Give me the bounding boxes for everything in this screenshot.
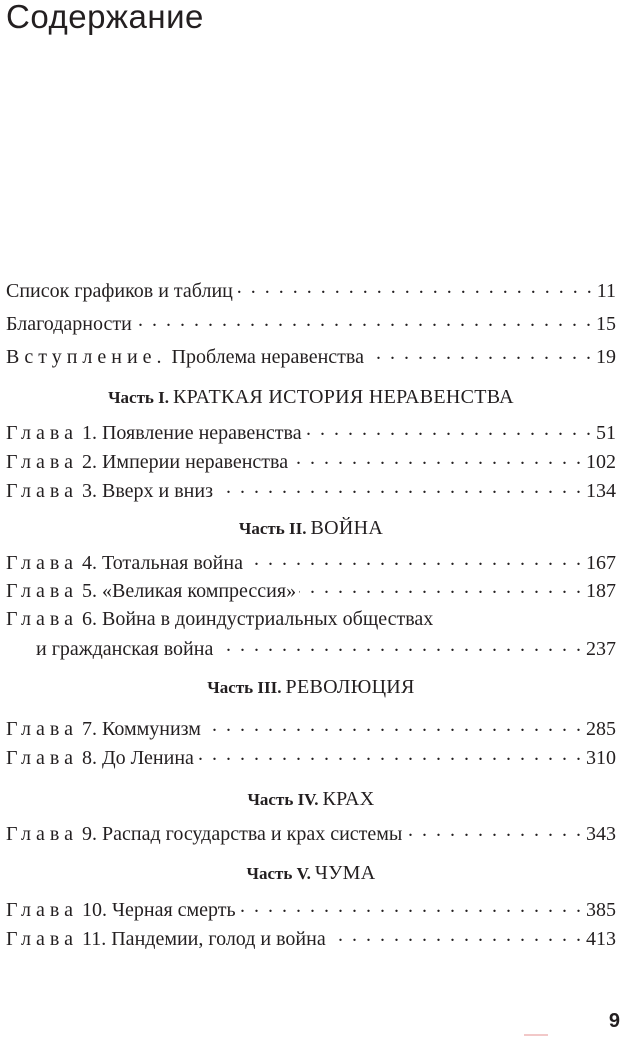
entry-kind: Глава <box>6 899 78 921</box>
part-number: Часть IV. <box>247 790 319 809</box>
entry-page: 187 <box>586 580 616 602</box>
dot-leader <box>216 477 583 497</box>
entry-kind: Глава <box>6 422 78 444</box>
toc-entry-chapter-5[interactable] <box>6 577 616 603</box>
entry-kind: Вступление. <box>6 346 167 368</box>
page-title: Содержание <box>6 0 204 35</box>
entry-kind: Глава <box>6 608 78 630</box>
part-name: ЧУМА <box>314 862 376 884</box>
entry-label: Благодарности <box>6 313 132 335</box>
dot-leader <box>246 549 583 569</box>
entry-page: 385 <box>586 899 616 921</box>
entry-page: 310 <box>586 747 616 769</box>
entry-label: 3. Вверх и вниз <box>81 480 213 502</box>
entry-page: 343 <box>586 823 616 845</box>
entry-page: 413 <box>586 928 616 950</box>
entry-label: 9. Распад государства и крах системы <box>81 823 403 845</box>
toc-entry-chapter-1[interactable] <box>6 419 616 445</box>
toc-entry-chapter-6-first-line[interactable] <box>6 606 616 632</box>
entry-page: 134 <box>586 480 616 502</box>
entry-label: 11. Пандемии, голод и война <box>81 928 326 950</box>
dot-leader <box>204 715 583 735</box>
toc-entry-chapter-3[interactable] <box>6 477 616 503</box>
entry-label: 4. Тотальная война <box>81 552 243 574</box>
entry-kind: Глава <box>6 451 78 473</box>
toc-entry-acknowledgements[interactable] <box>6 310 616 336</box>
entry-kind: Глава <box>6 747 78 769</box>
entry-label: 8. До Ленина <box>81 747 194 769</box>
entry-page: 19 <box>596 346 616 368</box>
toc-entry-chapter-8[interactable] <box>6 744 616 770</box>
part-heading-2 <box>6 515 616 541</box>
part-number: Часть III. <box>207 678 282 697</box>
entry-page: 102 <box>586 451 616 473</box>
part-name: КРАТКАЯ ИСТОРИЯ НЕРАВЕНСТВА <box>173 386 514 408</box>
toc-entry-chapter-4[interactable] <box>6 549 616 575</box>
table-of-contents <box>6 0 616 1040</box>
entry-page: 285 <box>586 718 616 740</box>
part-name: КРАХ <box>322 788 375 810</box>
dot-leader <box>329 925 583 945</box>
entry-label: 10. Черная смерть <box>81 899 236 921</box>
entry-page: 51 <box>596 422 616 444</box>
entry-kind: Глава <box>6 718 78 740</box>
entry-page: 15 <box>596 313 616 335</box>
entry-page: 237 <box>586 638 616 660</box>
entry-kind: Глава <box>6 552 78 574</box>
toc-entry-chapter-6-second-line[interactable] <box>36 635 616 661</box>
part-heading-5 <box>6 860 616 886</box>
entry-kind: Глава <box>6 823 78 845</box>
dot-leader <box>197 744 583 764</box>
part-heading-1 <box>6 384 616 410</box>
dot-leader <box>216 635 583 655</box>
entry-page: 167 <box>586 552 616 574</box>
dot-leader <box>367 343 593 363</box>
entry-label: 1. Появление неравенства <box>81 422 302 444</box>
toc-entry-chapter-9[interactable] <box>6 820 616 846</box>
dot-leader <box>239 896 583 916</box>
dot-leader <box>236 277 594 297</box>
print-mark <box>524 1034 548 1036</box>
entry-label: Проблема неравенства <box>171 346 364 368</box>
part-number: Часть II. <box>238 519 307 538</box>
part-name: ВОЙНА <box>310 517 384 539</box>
dot-leader <box>299 577 583 597</box>
entry-kind: Глава <box>6 928 78 950</box>
entry-label: 2. Империи неравенства <box>81 451 289 473</box>
entry-label: 5. «Великая компрессия» <box>81 580 297 602</box>
dot-leader <box>135 310 593 330</box>
entry-label: Список графиков и таблиц <box>6 280 233 302</box>
part-heading-3 <box>6 674 616 700</box>
part-number: Часть V. <box>246 864 311 883</box>
part-heading-4 <box>6 786 616 812</box>
toc-entry-chapter-7[interactable] <box>6 715 616 741</box>
entry-continuation: и гражданская война <box>36 638 214 660</box>
toc-entry-chapter-2[interactable] <box>6 448 616 474</box>
entry-kind: Глава <box>6 580 78 602</box>
part-number: Часть I. <box>108 388 170 407</box>
toc-entry-chapter-10[interactable] <box>6 896 616 922</box>
toc-entry-figures-list[interactable] <box>6 277 616 303</box>
dot-leader <box>305 419 593 439</box>
entry-label: 7. Коммунизм <box>81 718 201 740</box>
dot-leader <box>291 448 583 468</box>
toc-entry-chapter-11[interactable] <box>6 925 616 951</box>
entry-kind: Глава <box>6 480 78 502</box>
entry-label: 6. Война в доиндустриальных обществах <box>81 608 434 630</box>
dot-leader <box>405 820 583 840</box>
entry-page: 11 <box>596 280 616 302</box>
part-name: РЕВОЛЮЦИЯ <box>285 676 415 698</box>
page-number: 9 <box>608 1010 620 1032</box>
toc-entry-introduction[interactable] <box>6 343 616 369</box>
